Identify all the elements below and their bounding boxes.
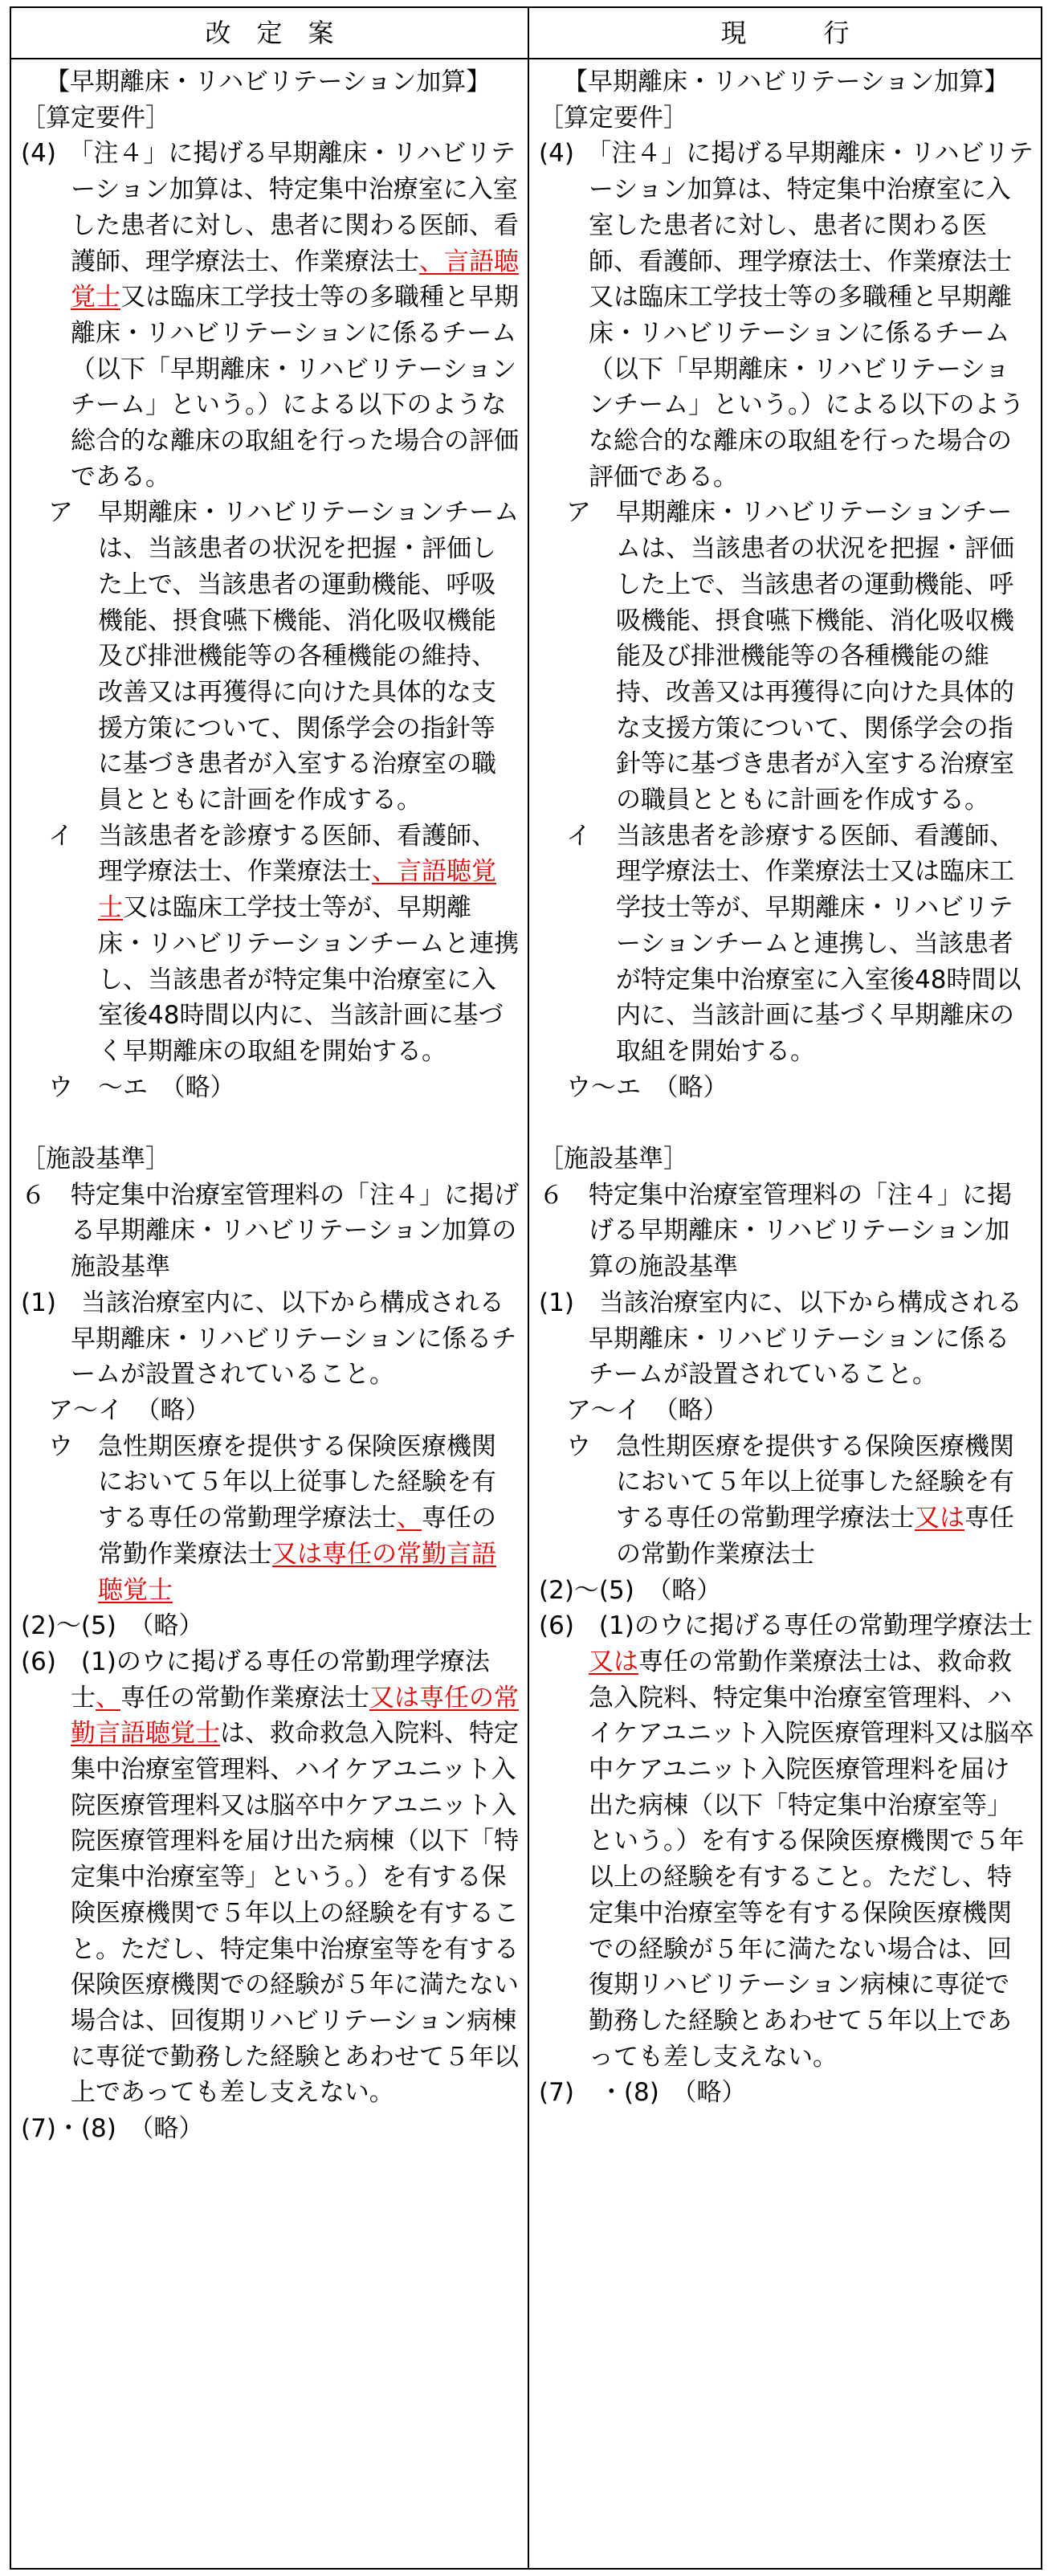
item-i-text-a: イ 当該患者を診療する医師、看護師、理学療法士、作業療法士 (48, 821, 496, 887)
facility-6b-text-a: (6) (1)のウに掲げる専任の常勤理学療法士 (539, 1611, 1033, 1641)
facility-2-5: (2)～(5) （略） (539, 1575, 722, 1605)
header-current: 現 行 (528, 8, 1042, 59)
item-a: ア 早期離床・リハビリテーションチームは、当該患者の状況を把握・評価した上で、当該患者の運動機能、呼吸機能、摂食嚥下機能、消化吸収機能及び排泄機能等の各種機能の維持、改善又は再獲得に向けた具体的な支援方策について、関係学会の指針等に基づき患者が入室する治療室の職員とともに計画を作成する。 (566, 498, 1014, 815)
facility-1: (1) 当該治療室内に、以下から構成される早期離床・リハビリテーションに係るチームが設置されていること。 (21, 1288, 517, 1390)
item-u (539, 1429, 1034, 1573)
facility-6b (21, 1644, 520, 2111)
header-revised: 改 定 案 (11, 8, 528, 59)
section-title: 【早期離床・リハビリテーション加算】 (45, 67, 491, 96)
facility-1: (1) 当該治療室内に、以下から構成される早期離床・リハビリテーションに係るチームが設置されていること。 (539, 1288, 1022, 1390)
item-u (21, 1429, 520, 1609)
clause-4-text-b: 又は臨床工学技士等の多職種と早期離床・リハビリテーションに係るチーム（以下「早期離床・リハビリテーションチーム」という。）による以下のような総合的な離床の取組を行った場合の評価である。 (71, 283, 519, 492)
facility-6b-text-b: 専任の常勤作業療法士 (120, 1683, 369, 1713)
added-text: 、 (397, 1504, 422, 1533)
facility-7-8: (7) ・(8) （略） (539, 2078, 747, 2108)
added-text: 又は専任の常勤言語聴覚士 (98, 1539, 496, 1605)
facility-6: ６ 特定集中治療室管理料の「注４」に掲げる早期離床・リハビリテーション加算の施設基準 (539, 1180, 1012, 1282)
item-u-text-b: 専任の常勤作業療法士 (616, 1504, 1014, 1569)
subsection-calculation: ［算定要件］ (21, 103, 170, 133)
item-a-i: ア～イ （略） (566, 1396, 728, 1425)
item-a-i: ア～イ （略） (48, 1396, 210, 1425)
facility-6b-text-a: (6) (1)のウに掲げる専任の常勤理学療法士 (21, 1647, 490, 1713)
subsection-facility: ［施設基準］ (21, 1145, 170, 1174)
added-text: 、言語聴覚士 (71, 247, 519, 312)
clause-4 (21, 136, 520, 495)
item-u-e: ウ～エ （略） (566, 1072, 728, 1102)
item-a: ア 早期離床・リハビリテーションチームは、当該患者の状況を把握・評価した上で、当該患者の運動機能、呼吸機能、摂食嚥下機能、消化吸収機能及び排泄機能等の各種機能の維持、改善又は再獲得に向けた具体的な支援方策について、関係学会の指針等に基づき患者が入室する治療室の職員とともに計画を作成する。 (48, 498, 520, 815)
revised-column (11, 59, 528, 2568)
facility-2-5: (2)～(5) （略） (21, 1611, 204, 1641)
item-i: イ 当該患者を診療する医師、看護師、理学療法士、作業療法士又は臨床工学技士等が、早期離床・リハビリテーションチームと連携し、当該患者が特定集中治療室に入室後48時間以内に、当該計画に基づく早期離床の取組を開始する。 (566, 821, 1021, 1066)
subsection-facility: ［施設基準］ (539, 1145, 688, 1174)
clause-4: (4) 「注４」に掲げる早期離床・リハビリテーション加算は、特定集中治療室に入室した患者に対し、患者に関わる医師、看護師、理学療法士、作業療法士又は臨床工学技士等の多職種と早期離床・リハビリテーションに係るチーム（以下「早期離床・リハビリテーションチーム」という。）による以下のような総合的な離床の取組を行った場合の評価である。 (539, 139, 1034, 492)
added-text: 、言語聴覚士 (98, 857, 496, 923)
facility-6: ６ 特定集中治療室管理料の「注４」に掲げる早期離床・リハビリテーション加算の施設基準 (21, 1180, 519, 1282)
subsection-calculation: ［算定要件］ (539, 103, 688, 133)
facility-6b-text-c: は、救命救急入院料、特定集中治療室管理料、ハイケアユニット入院医療管理料又は脳卒中ケアユニット入院医療管理料を届け出た病棟（以下「特定集中治療室等」という。）を有する保険医療機関で５年以上の経験を有すること。ただし、特定集中治療室等を有する保険医療機関での経験が５年に満たない場合は、回復期リハビリテーション病棟に専従で勤務した経験とあわせて５年以上であっても差し支えない。 (71, 1719, 519, 2108)
facility-7-8: (7)・(8) （略） (21, 2114, 204, 2144)
section-title: 【早期離床・リハビリテーション加算】 (563, 67, 1009, 96)
current-column (529, 59, 1042, 2568)
changed-text: 又は (589, 1647, 638, 1676)
item-u-text-a: ウ 急性期医療を提供する保険医療機関において５年以上従事した経験を有する専任の常勤理学療法士 (566, 1431, 1014, 1533)
item-u-text-a: ウ 急性期医療を提供する保険医療機関において５年以上従事した経験を有する専任の常勤理学療法士 (48, 1431, 496, 1533)
changed-text: 又は (915, 1504, 964, 1533)
item-i (21, 819, 520, 1070)
added-text: 、 (96, 1683, 120, 1713)
item-u-e: ウ ～エ （略） (48, 1072, 235, 1102)
facility-6b-text-b: 専任の常勤作業療法士は、救命救急入院料、特定集中治療室管理料、ハイケアユニット入院医療管理料又は脳卒中ケアユニット入院医療管理料を届け出た病棟（以下「特定集中治療室等」という。）を有する保険医療機関で５年以上の経験を有すること。ただし、特定集中治療室等を有する保険医療機関での経験が５年に満たない場合は、回復期リハビリテーション病棟に専従で勤務した経験とあわせて５年以上であっても差し支えない。 (589, 1647, 1034, 2072)
item-u-text-b: 専任の常勤作業療法士 (98, 1504, 496, 1569)
added-text: 又は専任の常勤言語聴覚士 (71, 1683, 519, 1749)
item-i-text-b: 又は臨床工学技士等が、早期離床・リハビリテーションチームと連携し、当該患者が特定集中治療室に入室後48時間以内に、当該計画に基づく早期離床の取組を開始する。 (98, 893, 520, 1066)
comparison-table (10, 6, 1042, 2570)
clause-4-text-a: (4) 「注４」に掲げる早期離床・リハビリテーション加算は、特定集中治療室に入室した患者に対し、患者に関わる医師、看護師、理学療法士、作業療法士 (21, 139, 519, 276)
facility-6b (539, 1608, 1034, 2075)
